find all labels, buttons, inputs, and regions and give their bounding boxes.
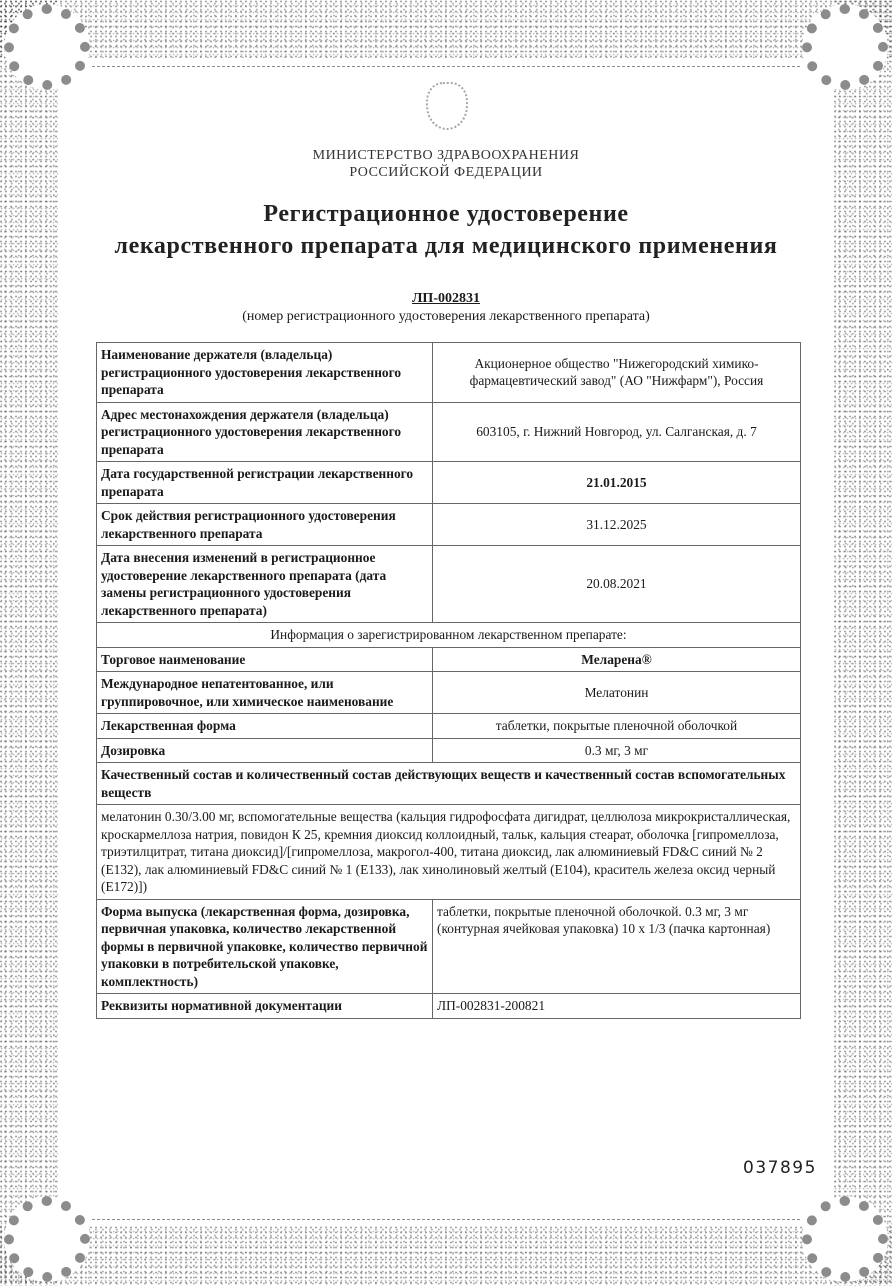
trade-name-value: Меларена® <box>433 647 801 672</box>
trade-name-label: Торговое наименование <box>97 647 433 672</box>
ministry-heading <box>0 147 892 181</box>
table-row-info-heading <box>97 623 801 648</box>
title-line-1: Регистрационное удостоверение <box>263 201 629 227</box>
holder-name-label: Наименование держателя (владельца) регистрационного удостоверения лекарственного препарата <box>97 343 433 403</box>
certificate-table <box>96 342 801 1019</box>
table-row-validity <box>97 504 801 546</box>
dosage-label: Дозировка <box>97 738 433 763</box>
corner-rosette-icon <box>802 4 888 90</box>
table-row-composition-value <box>97 805 801 900</box>
holder-address-value: 603105, г. Нижний Новгород, ул. Салганская, д. 7 <box>433 402 801 462</box>
coat-of-arms-icon <box>426 82 468 130</box>
dosage-form-label: Лекарственная форма <box>97 714 433 739</box>
table-row-dosage <box>97 738 801 763</box>
normative-docs-label: Реквизиты нормативной документации <box>97 994 433 1019</box>
border-band-bottom <box>0 1226 892 1286</box>
border-band-left <box>0 0 58 1286</box>
table-row-dosage-form <box>97 714 801 739</box>
release-form-value: таблетки, покрытые пленочной оболочкой. 0.3 мг, 3 мг (контурная ячейковая упаковка) 10 x 1/3 (пачка картонная) <box>433 899 801 994</box>
registration-number: ЛП-002831 <box>412 291 480 306</box>
registration-number-caption: (номер регистрационного удостоверения лекарственного препарата) <box>242 309 650 324</box>
dosage-value: 0.3 мг, 3 мг <box>433 738 801 763</box>
ministry-line-2: РОССИЙСКОЙ ФЕДЕРАЦИИ <box>349 165 543 180</box>
composition-value: мелатонин 0.30/3.00 мг, вспомогательные вещества (кальция гидрофосфата дигидрат, целлюлоза микрокристаллическая, кроскармеллоза натрия, повидон К 25, кремния диоксид коллоидный, тальк, кальция стеарат, оболочка [гипромеллоза, триэтилцитрат, титана диоксид]/[гипромеллоза, макрогол-400, титана диоксид, лак алюминиевый FD&C синий № 2 (E132), лак алюминиевый FD&C синий № 1 (E133), лак хинолиновый желтый (E104), краситель железа оксид черный (E172)]) <box>97 805 801 900</box>
corner-rosette-icon <box>4 1196 90 1282</box>
border-inner-rule <box>92 66 800 67</box>
border-band-right <box>834 0 892 1286</box>
table-row-holder-address <box>97 402 801 462</box>
inn-value: Мелатонин <box>433 672 801 714</box>
release-form-label: Форма выпуска (лекарственная форма, дозировка, первичная упаковка, количество лекарственной формы в первичной упаковке, количество первичной упаковки в потребительской упаковке, комплектность) <box>97 899 433 994</box>
table-row-inn <box>97 672 801 714</box>
change-date-label: Дата внесения изменений в регистрационное удостоверение лекарственного препарата (дата замены регистрационного удостоверения лекарственного препарата) <box>97 546 433 623</box>
table-row-normative-docs <box>97 994 801 1019</box>
holder-name-value: Акционерное общество "Нижегородский химико-фармацевтический завод" (АО "Нижфарм"), Россия <box>433 343 801 403</box>
normative-docs-value: ЛП-002831-200821 <box>433 994 801 1019</box>
holder-address-label: Адрес местонахождения держателя (владельца) регистрационного удостоверения лекарственного препарата <box>97 402 433 462</box>
registration-date-label: Дата государственной регистрации лекарственного препарата <box>97 462 433 504</box>
corner-rosette-icon <box>4 4 90 90</box>
validity-label: Срок действия регистрационного удостоверения лекарственного препарата <box>97 504 433 546</box>
ministry-line-1: МИНИСТЕРСТВО ЗДРАВООХРАНЕНИЯ <box>312 148 580 163</box>
inn-label: Международное непатентованное, или группировочное, или химическое наименование <box>97 672 433 714</box>
composition-label: Качественный состав и количественный состав действующих веществ и качественный состав вспомогательных веществ <box>97 763 801 805</box>
table-row-holder-name <box>97 343 801 403</box>
validity-value: 31.12.2025 <box>433 504 801 546</box>
change-date-value: 20.08.2021 <box>433 546 801 623</box>
table-row-composition-label <box>97 763 801 805</box>
table-row-registration-date <box>97 462 801 504</box>
table-row-trade-name <box>97 647 801 672</box>
form-serial-number: 037895 <box>743 1158 817 1178</box>
corner-rosette-icon <box>802 1196 888 1282</box>
table-row-release-form <box>97 899 801 994</box>
info-heading: Информация о зарегистрированном лекарственном препарате: <box>97 623 801 648</box>
border-band-top <box>0 0 892 58</box>
border-inner-rule <box>92 1219 800 1220</box>
document-title <box>0 198 892 262</box>
title-line-2: лекарственного препарата для медицинского применения <box>114 233 778 259</box>
table-row-change-date <box>97 546 801 623</box>
dosage-form-value: таблетки, покрытые пленочной оболочкой <box>433 714 801 739</box>
registration-date-value: 21.01.2015 <box>433 462 801 504</box>
